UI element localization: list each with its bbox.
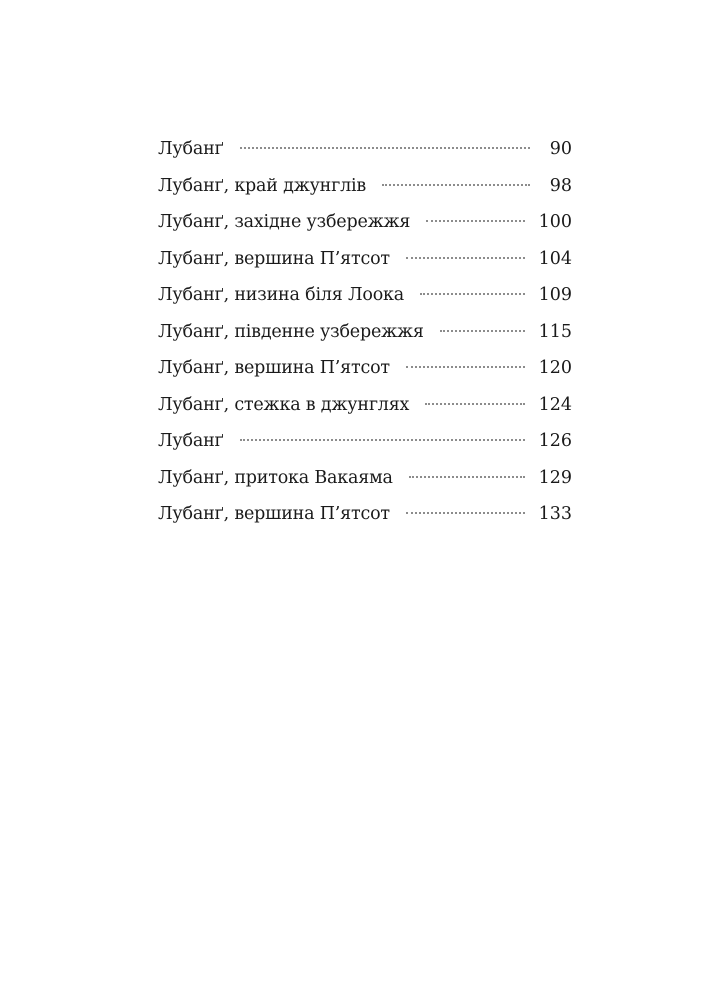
toc-entry-page: 124 xyxy=(538,394,572,415)
toc-entry-page: 115 xyxy=(538,321,572,342)
toc-entry xyxy=(158,204,572,241)
toc-entry-title: Лубанґ, південне узбережжя xyxy=(158,321,424,342)
toc-entry-title: Лубанґ xyxy=(158,139,224,159)
toc-entry-page: 90 xyxy=(549,139,572,159)
toc-entry-title: Лубанґ, вершина П’ятсот xyxy=(158,358,390,378)
toc-entry-title: Лубанґ, стежка в джунглях xyxy=(158,394,410,415)
toc-entry-title: Лубанґ, вершина П’ятсот xyxy=(158,248,390,269)
toc-entry xyxy=(158,314,572,351)
toc-entry xyxy=(158,423,572,460)
toc-dot-leader xyxy=(426,220,524,222)
toc-dot-leader xyxy=(425,403,524,405)
toc-entry-title: Лубанґ, західне узбережжя xyxy=(158,212,411,232)
toc-entry xyxy=(158,241,572,278)
table-of-contents xyxy=(158,131,572,533)
toc-dot-leader xyxy=(240,439,525,441)
toc-entry-title: Лубанґ xyxy=(158,431,224,451)
toc-entry-title: Лубанґ, притока Вакаяма xyxy=(158,467,393,488)
toc-entry-page: 109 xyxy=(538,285,572,305)
toc-dot-leader xyxy=(406,512,525,514)
toc-entry-title: Лубанґ, низина біля Лоока xyxy=(158,285,405,305)
toc-entry-page: 129 xyxy=(538,467,572,488)
toc-entry-title: Лубанґ, вершина П’ятсот xyxy=(158,504,390,524)
toc-entry-page: 98 xyxy=(549,175,572,196)
toc-entry xyxy=(158,496,572,533)
toc-dot-leader xyxy=(382,184,530,186)
toc-dot-leader xyxy=(406,257,525,259)
toc-entry xyxy=(158,460,572,497)
toc-entry xyxy=(158,387,572,424)
toc-dot-leader xyxy=(440,330,525,332)
toc-entry-page: 126 xyxy=(538,431,572,451)
toc-entry xyxy=(158,350,572,387)
toc-entry-title: Лубанґ, край джунглів xyxy=(158,175,367,196)
toc-dot-leader xyxy=(409,476,525,478)
toc-dot-leader xyxy=(420,293,525,295)
toc-entry xyxy=(158,131,572,168)
toc-entry-page: 100 xyxy=(538,212,572,232)
toc-entry-page: 104 xyxy=(538,248,572,269)
toc-dot-leader xyxy=(240,147,530,149)
toc-entry xyxy=(158,168,572,205)
toc-dot-leader xyxy=(406,366,525,368)
toc-entry xyxy=(158,277,572,314)
toc-entry-page: 120 xyxy=(538,358,572,378)
toc-entry-page: 133 xyxy=(538,504,572,524)
